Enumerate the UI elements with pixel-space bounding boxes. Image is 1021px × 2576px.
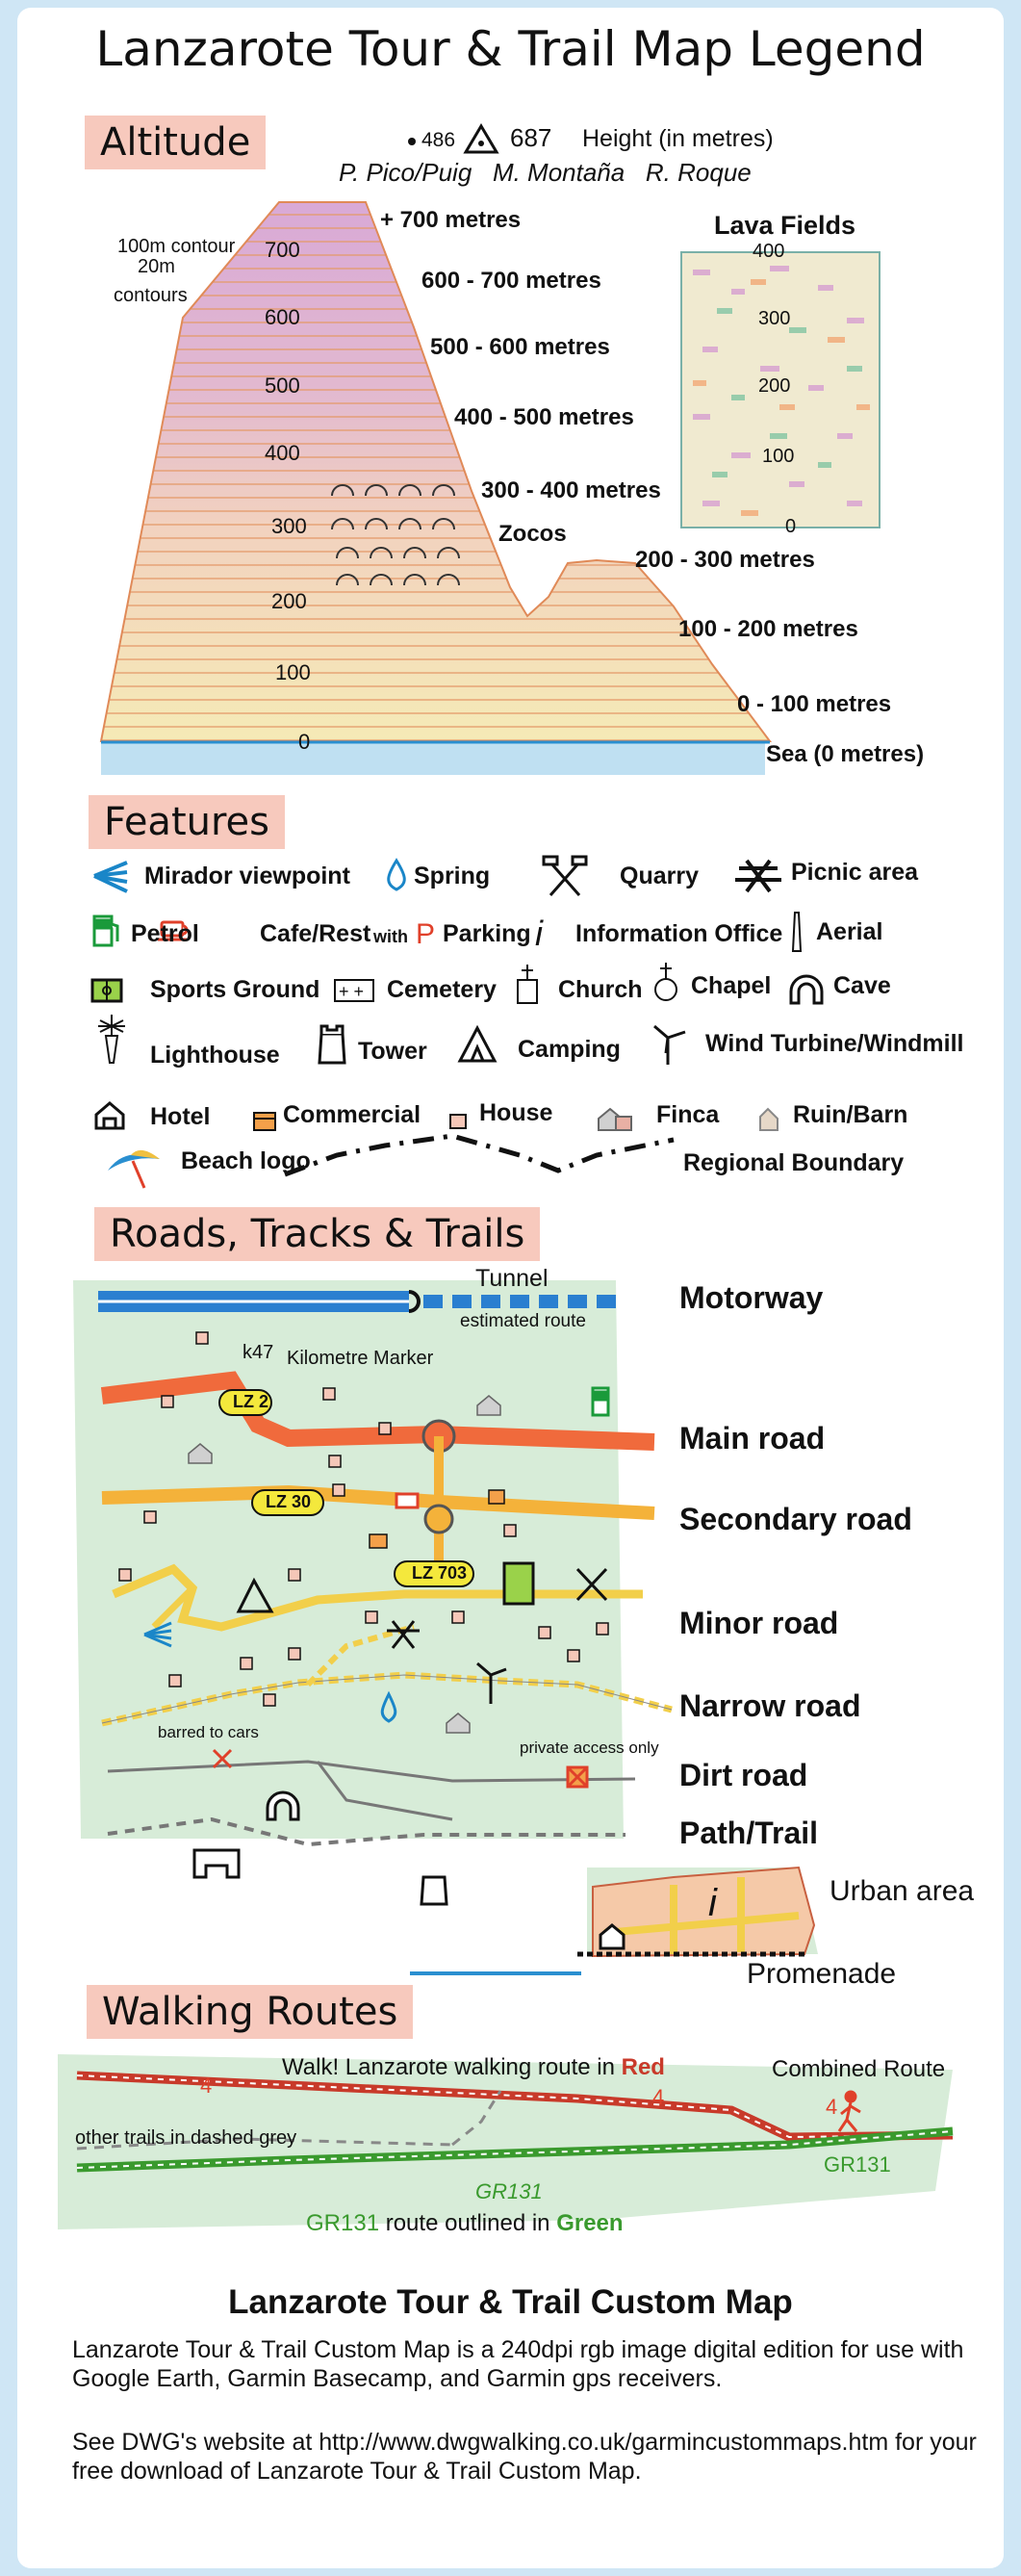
feature-cemetery: Cemetery: [387, 976, 497, 1003]
contour-note-1: 100m contour: [117, 236, 236, 257]
walk-green-text: [306, 2210, 624, 2237]
scale-500: 500: [265, 374, 300, 398]
lava-scale-300: 300: [758, 308, 791, 329]
scale-300: 300: [271, 514, 307, 538]
mirador-icon: [94, 863, 127, 891]
feature-icons: [0, 837, 1021, 1194]
scale-600: 600: [265, 305, 300, 329]
feature-regional-boundary: Regional Boundary: [683, 1149, 905, 1176]
petrol-icon: [94, 916, 117, 945]
urban-area-label: Urban area: [830, 1875, 975, 1907]
page-title: Lanzarote Tour & Trail Map Legend: [95, 21, 926, 77]
road-type-minor: Minor road: [679, 1606, 839, 1640]
wind-turbine-icon: [654, 1026, 685, 1065]
lighthouse-icon: [98, 1015, 125, 1063]
altitude-heading: Altitude: [85, 116, 266, 169]
road-type-motorway: Motorway: [679, 1280, 824, 1315]
walk-red-word: Red: [621, 2054, 665, 2080]
hotel-icon: [96, 1103, 123, 1128]
feature-lighthouse: Lighthouse: [150, 1042, 280, 1069]
feature-cafe: Cafe/Rest: [260, 920, 371, 947]
tower-map-icon: [421, 1877, 447, 1904]
commercial-icon: [254, 1113, 275, 1130]
band-200-300: 200 - 300 metres: [635, 547, 815, 573]
km-marker-label: Kilometre Marker: [287, 1348, 434, 1369]
trig-point-icon: [466, 126, 497, 152]
lz2-label: LZ 2: [233, 1392, 269, 1411]
lz30-label: LZ 30: [266, 1492, 312, 1511]
road-type-dirt: Dirt road: [679, 1758, 808, 1792]
trig-height-value: 687: [510, 123, 552, 152]
sports-ground-map-icon: [504, 1563, 533, 1604]
cemetery-icon: [335, 980, 373, 1001]
walk-green-text-main: route outlined in: [385, 2210, 557, 2236]
finca-icon: [599, 1109, 631, 1130]
band-600-700: 600 - 700 metres: [421, 268, 601, 294]
arch-map-icon: [194, 1850, 239, 1877]
zocos-label: Zocos: [498, 521, 567, 547]
altitude-diagram: [0, 0, 1021, 789]
tunnel-label: Tunnel: [475, 1265, 549, 1292]
lava-scale-200: 200: [758, 375, 791, 397]
feature-parking: Parking: [443, 920, 531, 947]
band-700-plus: + 700 metres: [380, 207, 522, 233]
spot-height-value: 486: [421, 129, 456, 151]
band-sea: Sea (0 metres): [766, 741, 925, 767]
promenade-label: Promenade: [747, 1958, 897, 1990]
footer-paragraph-1: Lanzarote Tour & Trail Custom Map is a 240dpi rgb image digital edition for use with Google Earth, Garmin Basecamp, and Garmin gps receivers.: [72, 2336, 964, 2392]
tower-icon: [319, 1026, 345, 1063]
quarry-icon: [544, 857, 586, 895]
band-500-600: 500 - 600 metres: [430, 334, 610, 360]
sea-band: [101, 742, 765, 775]
camping-icon: [460, 1028, 495, 1061]
aerial-icon: [793, 913, 801, 951]
cafe-map-icon: [396, 1494, 418, 1507]
features-heading: Features: [89, 795, 285, 849]
lz703-label: LZ 703: [412, 1563, 468, 1583]
feature-quarry: Quarry: [620, 863, 699, 889]
feature-cafe-with: with: [373, 927, 408, 946]
spring-icon: [389, 861, 405, 889]
contour-note-2: 20m: [138, 256, 175, 277]
info-map-icon: i: [708, 1882, 717, 1924]
roads-heading: Roads, Tracks & Trails: [94, 1207, 540, 1261]
feature-aerial: Aerial: [816, 918, 883, 945]
spot-height-dot: [408, 138, 416, 145]
feature-church: Church: [558, 976, 643, 1003]
lava-scale-100: 100: [762, 446, 795, 467]
info-icon: i: [535, 914, 543, 953]
band-0-100: 0 - 100 metres: [737, 691, 892, 717]
band-300-400: 300 - 400 metres: [481, 477, 661, 503]
road-type-narrow: Narrow road: [679, 1688, 861, 1723]
feature-tower: Tower: [358, 1038, 427, 1065]
feature-finca: Finca: [656, 1101, 720, 1128]
lava-scale-400: 400: [753, 241, 785, 262]
barred-label: barred to cars: [158, 1723, 259, 1741]
feature-chapel: Chapel: [691, 972, 772, 999]
scale-100: 100: [275, 660, 311, 684]
feature-commercial: Commercial: [283, 1101, 421, 1128]
parking-icon: P: [416, 918, 436, 950]
feature-info: Information Office: [575, 920, 783, 947]
footer-heading: Lanzarote Tour & Trail Custom Map: [228, 2283, 793, 2321]
feature-wind-turbine: Wind Turbine/Windmill: [705, 1030, 964, 1057]
combined-route-label: Combined Route: [772, 2056, 946, 2082]
scale-700: 700: [265, 238, 300, 262]
petrol-map-icon: [593, 1388, 608, 1415]
contour-note-3: contours: [114, 285, 188, 306]
cave-icon: [791, 976, 822, 1003]
ruin-barn-icon: [760, 1109, 778, 1130]
footer-paragraph-2: See DWG's website at http://www.dwgwalking.co.uk/garmincustommaps.htm for your free download of Lanzarote Tour & Trail Custom Map.: [72, 2429, 977, 2485]
private-label: private access only: [520, 1739, 659, 1757]
feature-cave: Cave: [833, 972, 891, 999]
feature-hotel: Hotel: [150, 1103, 211, 1130]
road-type-main: Main road: [679, 1421, 826, 1455]
feature-petrol: Petrol: [131, 920, 199, 947]
route-number-1: 4: [200, 2074, 213, 2098]
feature-ruin-barn: Ruin/Barn: [793, 1101, 908, 1128]
grey-trails-label: other trails in dashed grey: [75, 2127, 297, 2149]
scale-400: 400: [265, 441, 300, 465]
name-abbreviations: P. Pico/Puig M. Montaña R. Roque: [339, 158, 752, 187]
road-type-secondary: Secondary road: [679, 1502, 912, 1536]
height-label: Height (in metres): [582, 125, 774, 152]
lava-scale-0: 0: [785, 516, 797, 537]
band-100-200: 100 - 200 metres: [678, 616, 858, 642]
private-access-icon: [568, 1767, 587, 1787]
sports-ground-icon: [92, 980, 121, 1001]
estimated-route-label: estimated route: [460, 1311, 586, 1331]
walk-green-gr: GR131: [306, 2210, 380, 2236]
picnic-icon: [735, 861, 781, 891]
scale-0: 0: [298, 730, 311, 754]
feature-sports-ground: Sports Ground: [150, 976, 320, 1003]
walk-red-text-main: Walk! Lanzarote walking route in: [282, 2054, 622, 2080]
church-icon: [518, 965, 537, 1003]
feature-beach-logo: Beach logo: [181, 1147, 311, 1174]
lava-fields-title: Lava Fields: [714, 211, 856, 240]
walk-red-text: [282, 2054, 665, 2081]
walking-heading: Walking Routes: [87, 1985, 413, 2039]
road-type-path: Path/Trail: [679, 1816, 819, 1850]
feature-camping: Camping: [518, 1036, 621, 1063]
gr131-label-1: GR131: [475, 2179, 543, 2203]
house-icon: [450, 1115, 466, 1128]
feature-mirador: Mirador viewpoint: [144, 863, 350, 889]
band-400-500: 400 - 500 metres: [454, 404, 634, 430]
beach-logo-icon: [108, 1150, 160, 1188]
feature-picnic: Picnic area: [791, 859, 919, 886]
feature-house: House: [479, 1099, 553, 1126]
walk-green-word: Green: [556, 2210, 624, 2236]
svg-text:+ +: + +: [339, 982, 365, 1001]
gr131-label-2: GR131: [824, 2152, 891, 2177]
route-number-3: 4: [826, 2095, 838, 2119]
route-number-2: 4: [652, 2085, 665, 2109]
feature-spring: Spring: [414, 863, 491, 889]
regional-boundary-line: [285, 1136, 674, 1174]
km-code-label: k47: [242, 1342, 274, 1363]
chapel-icon: [655, 963, 676, 1000]
scale-200: 200: [271, 589, 307, 613]
